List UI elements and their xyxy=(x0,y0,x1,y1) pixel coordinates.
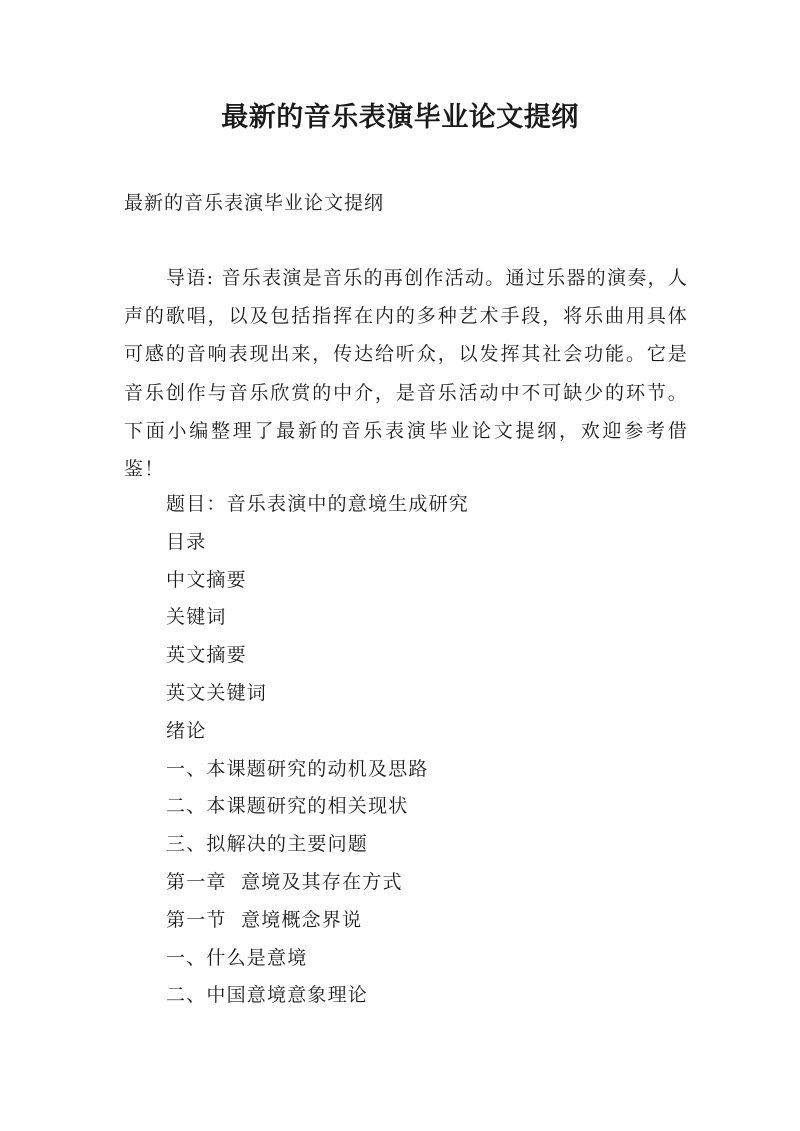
outline-item: 二、中国意境意象理论 xyxy=(166,984,369,1007)
outline-item: 目录 xyxy=(166,530,207,553)
document-subtitle: 最新的音乐表演毕业论文提纲 xyxy=(124,192,385,214)
outline-item: 题目：音乐表演中的意境生成研究 xyxy=(166,493,470,515)
outline-item: 二、本课题研究的相关现状 xyxy=(166,795,409,818)
outline-item: 一、本课题研究的动机及思路 xyxy=(166,757,429,780)
outline-item: 关键词 xyxy=(166,606,227,629)
outline-item: 英文关键词 xyxy=(166,681,268,704)
outline-item: 一、什么是意境 xyxy=(166,946,308,969)
outline-list xyxy=(166,486,469,1015)
outline-item: 中文摘要 xyxy=(166,568,247,591)
outline-item: 绪论 xyxy=(166,719,207,742)
document-title: 最新的音乐表演毕业论文提纲 xyxy=(221,102,579,133)
outline-item: 英文摘要 xyxy=(166,644,247,667)
intro-paragraph: 导语: 音乐表演是音乐的再创作活动。通过乐器的演奏，人声的歌唱，以及包括指挥在内的多种艺术手段，将乐曲用具体可感的音响表现出来，传达给听众，以发挥其社会功能。它是音乐创作与音乐欣赏的中介，是音乐活动中不可缺少的环节。下面小编整理了最新的音乐表演毕业论文提纲，欢迎参考借鉴！ xyxy=(124,267,688,481)
outline-item: 第一章 意境及其存在方式 xyxy=(166,870,403,893)
outline-item: 第一节 意境概念界说 xyxy=(166,908,363,931)
outline-item: 三、拟解决的主要问题 xyxy=(166,833,369,856)
